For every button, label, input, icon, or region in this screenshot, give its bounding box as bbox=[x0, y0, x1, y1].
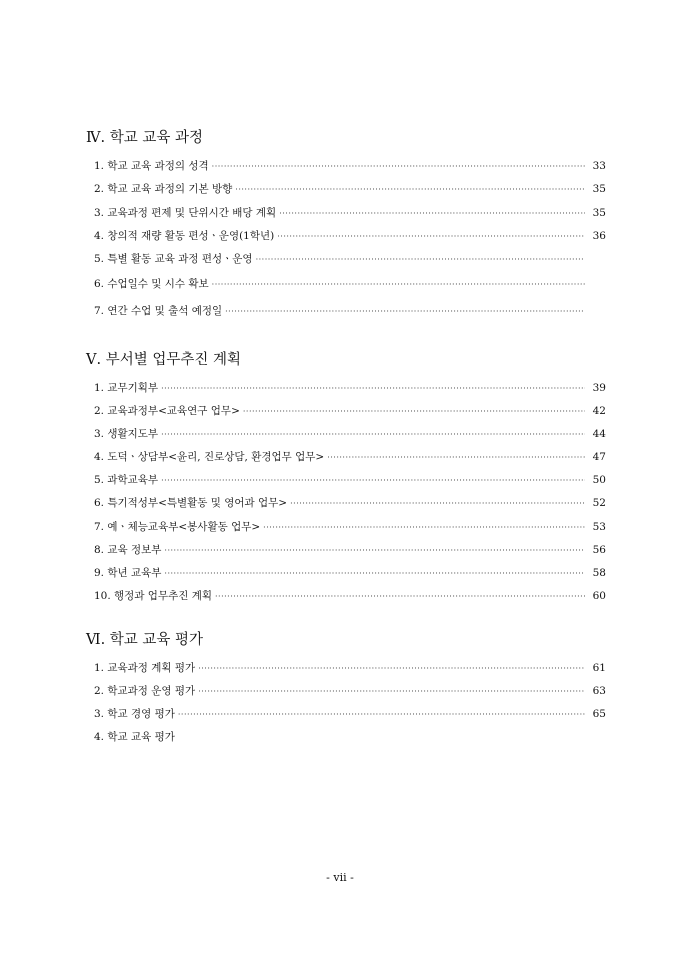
dot-leader bbox=[215, 585, 585, 608]
toc-entry-page: 50 bbox=[592, 474, 606, 487]
toc-entry-title: 10. 행정과 업무추진 계획 bbox=[94, 589, 212, 602]
toc-entry bbox=[94, 155, 606, 178]
dot-leader bbox=[279, 202, 585, 225]
section-heading: Ⅵ. 학교 교육 평가 bbox=[86, 632, 204, 648]
dot-leader bbox=[235, 178, 585, 201]
toc-entry bbox=[94, 377, 606, 400]
toc-entry-title: 5. 특별 활동 교육 과정 편성ㆍ운영 bbox=[94, 253, 253, 266]
toc-entry-title: 3. 생활지도부 bbox=[94, 428, 159, 441]
toc-entry bbox=[94, 680, 606, 703]
toc-entry bbox=[94, 248, 606, 271]
toc-entry-title: 4. 도덕ㆍ상담부<윤리, 진로상담, 환경업무 업무> bbox=[94, 451, 325, 464]
toc-entry bbox=[94, 492, 606, 515]
toc-entry-title: 3. 교육과정 편제 및 단위시간 배당 계획 bbox=[94, 206, 277, 219]
toc-entry-page: 47 bbox=[592, 451, 606, 464]
dot-leader bbox=[164, 539, 585, 562]
page-number: - vii - bbox=[326, 871, 354, 884]
toc-entry-title: 5. 과학교육부 bbox=[94, 474, 159, 487]
toc-entry-title: 2. 학교 교육 과정의 기본 방향 bbox=[94, 183, 233, 196]
dot-leader bbox=[198, 680, 585, 703]
toc-entry-page: 33 bbox=[592, 160, 606, 172]
dot-leader bbox=[243, 400, 585, 423]
toc-entry-page: 36 bbox=[592, 229, 606, 242]
toc-entry-title: 6. 특기적성부<특별활동 및 영어과 업무> bbox=[94, 497, 288, 510]
toc-entry-page: 61 bbox=[592, 662, 606, 674]
section-heading: Ⅳ. 학교 교육 과정 bbox=[86, 130, 203, 146]
toc-entry-page: 35 bbox=[592, 206, 606, 219]
toc-entry-page: 44 bbox=[592, 428, 606, 441]
dot-leader bbox=[277, 225, 585, 248]
toc-entry-title: 1. 교육과정 계획 평가 bbox=[94, 662, 196, 674]
toc-section-vi bbox=[86, 629, 606, 749]
dot-leader bbox=[256, 248, 585, 271]
dot-leader bbox=[161, 377, 585, 400]
toc-entry-title: 8. 교육 정보부 bbox=[94, 543, 162, 556]
dot-leader bbox=[290, 492, 585, 515]
toc-entry-page: 65 bbox=[592, 708, 606, 721]
toc-entry bbox=[94, 703, 606, 726]
toc-entry-title: 3. 학교 경영 평가 bbox=[94, 708, 175, 721]
toc-entry-title: 1. 학교 교육 과정의 성격 bbox=[94, 160, 209, 172]
toc-entry bbox=[94, 657, 606, 680]
toc-entry-title: 2. 교육과정부<교육연구 업무> bbox=[94, 405, 240, 418]
toc-entry-page: 52 bbox=[592, 497, 606, 510]
toc-entry bbox=[94, 446, 606, 469]
toc-entry-page: 60 bbox=[592, 589, 606, 602]
toc-entry bbox=[94, 178, 606, 201]
toc-entry bbox=[94, 562, 606, 585]
dot-leader bbox=[164, 562, 585, 585]
dot-leader bbox=[212, 271, 585, 298]
toc-entry-title: 4. 학교 교육 평가 bbox=[94, 731, 175, 744]
toc-entry bbox=[94, 225, 606, 248]
toc-entry bbox=[94, 585, 606, 608]
toc-entry bbox=[94, 539, 606, 562]
toc-section-iv bbox=[86, 127, 606, 325]
toc-entry-title: 2. 학교과정 운영 평가 bbox=[94, 685, 196, 698]
toc-entry-title: 7. 연간 수업 및 출석 예정일 bbox=[94, 305, 223, 318]
dot-leader bbox=[161, 469, 585, 492]
dot-leader bbox=[327, 446, 585, 469]
toc-entry-title: 4. 창의적 재량 활동 편성ㆍ운영(1학년) bbox=[94, 229, 275, 242]
toc-entry-title: 9. 학년 교육부 bbox=[94, 566, 162, 579]
toc-list bbox=[94, 377, 606, 608]
dot-leader bbox=[178, 703, 585, 726]
toc-entry-title: 7. 예ㆍ체능교육부<봉사활동 업무> bbox=[94, 520, 261, 533]
dot-leader bbox=[198, 657, 585, 680]
toc-entry bbox=[94, 400, 606, 423]
toc-entry-page: 42 bbox=[592, 405, 606, 418]
toc-entry bbox=[94, 423, 606, 446]
toc-entry bbox=[94, 202, 606, 225]
toc-entry-page: 56 bbox=[592, 543, 606, 556]
toc-list bbox=[94, 155, 606, 325]
dot-leader bbox=[263, 516, 585, 539]
dot-leader bbox=[212, 155, 585, 178]
toc-entry-page: 35 bbox=[592, 183, 606, 196]
toc-list bbox=[94, 657, 606, 749]
toc-entry-page: 53 bbox=[592, 520, 606, 533]
dot-leader bbox=[225, 298, 585, 325]
toc-entry-title: 1. 교무기획부 bbox=[94, 382, 159, 394]
toc-entry-page: 63 bbox=[592, 685, 606, 698]
toc-entry bbox=[94, 298, 606, 325]
toc-entry bbox=[94, 469, 606, 492]
toc-entry-page: 58 bbox=[592, 566, 606, 579]
toc-entry-title: 6. 수업일수 및 시수 확보 bbox=[94, 278, 209, 291]
toc-entry bbox=[94, 726, 606, 749]
section-heading: Ⅴ. 부서별 업무추진 계획 bbox=[86, 352, 241, 368]
toc-entry-page: 39 bbox=[592, 382, 606, 394]
dot-leader bbox=[161, 423, 585, 446]
toc-entry bbox=[94, 271, 606, 298]
toc-section-v bbox=[86, 349, 606, 608]
toc-entry bbox=[94, 516, 606, 539]
